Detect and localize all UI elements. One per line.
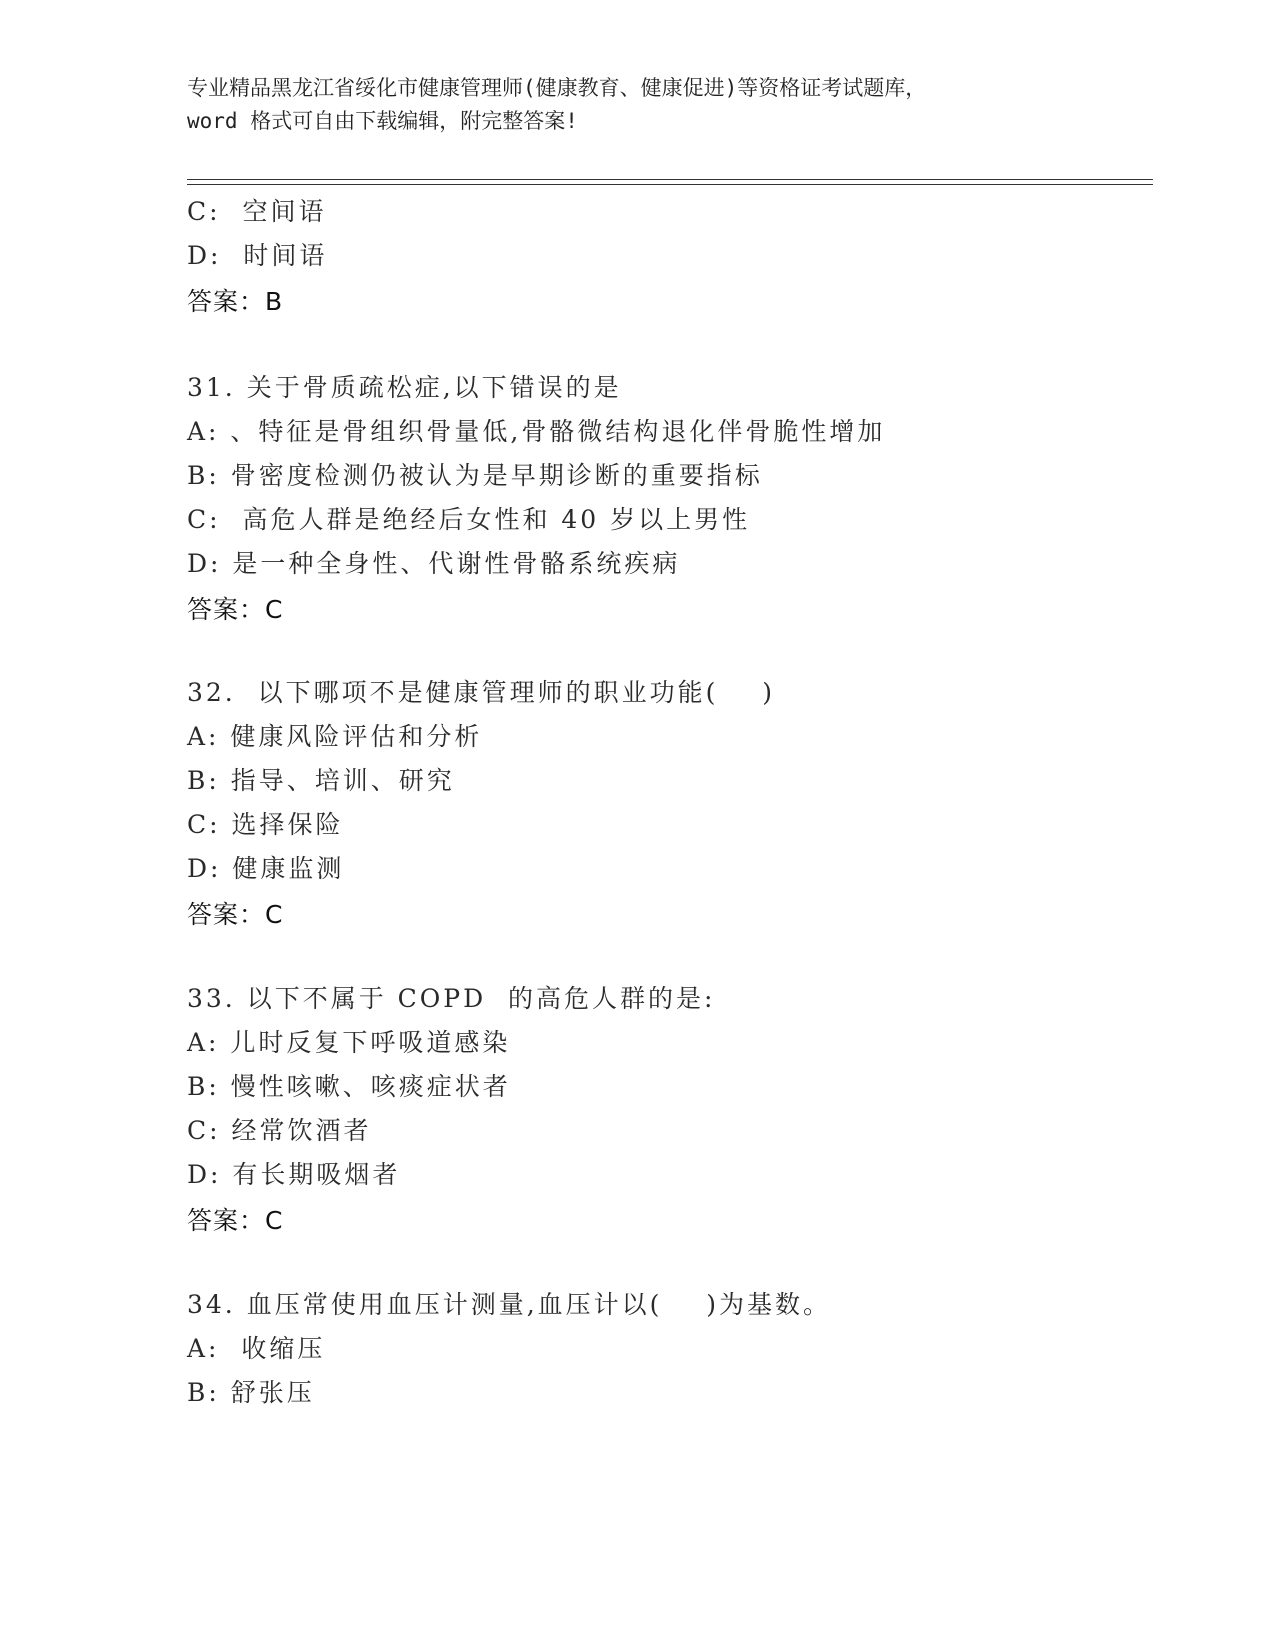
q32-option-b: B: 指导、培训、研究 (187, 766, 455, 795)
q33-option-a: A: 儿时反复下呼吸道感染 (187, 1028, 511, 1057)
header-divider-bottom (187, 184, 1153, 185)
q33-stem: 33. 以下不属于 COPD 的高危人群的是: (187, 984, 716, 1013)
q31-option-d: D: 是一种全身性、代谢性骨骼系统疾病 (187, 549, 681, 578)
q31-option-c: C: 高危人群是绝经后女性和 40 岁以上男性 (187, 505, 751, 534)
q31-stem: 31. 关于骨质疏松症,以下错误的是 (187, 373, 622, 402)
q32-answer: 答案：C (187, 900, 284, 929)
q32-option-c: C: 选择保险 (187, 810, 344, 839)
header-subtitle-line: word 格式可自由下载编辑，附完整答案! (187, 109, 578, 133)
q34-option-a: A: 收缩压 (187, 1334, 326, 1363)
q31-answer: 答案：C (187, 595, 284, 624)
q33-option-d: D: 有长期吸烟者 (187, 1160, 401, 1189)
q33-option-b: B: 慢性咳嗽、咳痰症状者 (187, 1072, 511, 1101)
q34-stem: 34. 血压常使用血压计测量,血压计以( )为基数。 (187, 1290, 831, 1319)
prev-question-option-c: C: 空间语 (187, 197, 327, 226)
q32-option-d: D: 健康监测 (187, 854, 345, 883)
q31-option-a: A: 、特征是骨组织骨量低,骨骼微结构退化伴骨脆性增加 (187, 417, 886, 446)
q33-option-c: C: 经常饮酒者 (187, 1116, 372, 1145)
prev-question-answer: 答案：B (187, 287, 284, 316)
document-header (187, 72, 1087, 138)
q34-option-b: B: 舒张压 (187, 1378, 315, 1407)
header-title-line: 专业精品黑龙江省绥化市健康管理师(健康教育、健康促进)等资格证考试题库， (187, 76, 927, 100)
q32-option-a: A: 健康风险评估和分析 (187, 722, 483, 751)
q31-option-b: B: 骨密度检测仍被认为是早期诊断的重要指标 (187, 461, 763, 490)
q33-answer: 答案：C (187, 1206, 284, 1235)
prev-question-option-d: D: 时间语 (187, 241, 328, 270)
q32-stem: 32. 以下哪项不是健康管理师的职业功能( ) (187, 678, 775, 707)
header-divider-top (187, 179, 1153, 180)
